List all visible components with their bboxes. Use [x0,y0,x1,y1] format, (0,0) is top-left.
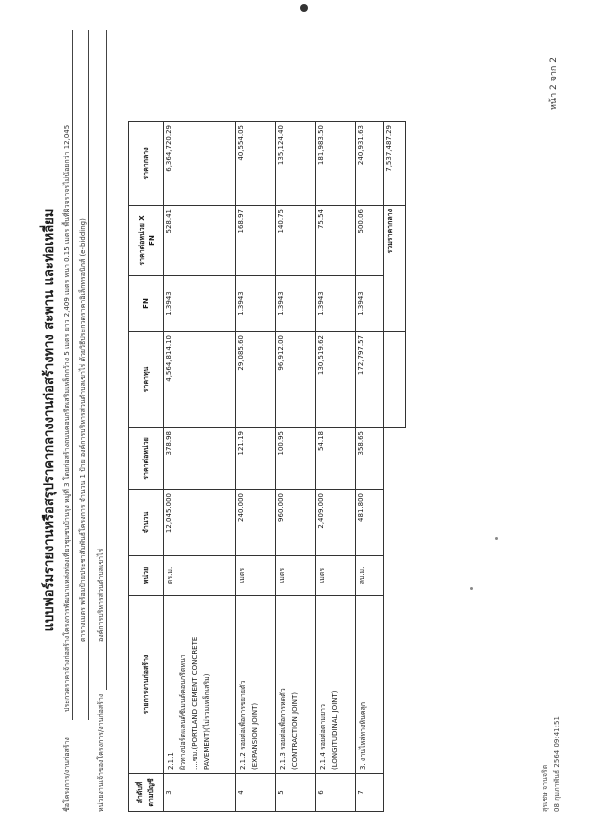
desc-line: (EXPANSION JOINT) [251,702,259,770]
row-no: 7 [356,774,384,812]
row-cost: 29,085.60 [236,332,276,428]
desc-line: ผิวทางปอร์ตแลนด์ซีเมนต์คอนกรีตหนา [179,654,187,770]
table-row [164,122,236,812]
total-row [384,122,406,812]
owner-unit-label: หน่วยงานเจ้าของโครงการ/งานก่อสร้าง [97,693,105,812]
col-header-cost: ราคาทุน [129,332,164,428]
total-value: 7,537,487.29 [384,122,406,206]
project-name: ประกวดราคาจ้างก่อสร้างโครงการพัฒนาแหล่งท่องเที่ยวชุมชนบ้านรุง หมู่ที่ 3 โดยก่อสร้างถนนคอนกรีตเสริมเหล็กกว้าง 5 เมตร ยาว 2,409 เมตร หนา 0.15 เมตร พื้นที่ผิวจราจรไม่น้อยกว่า 12,045 [63,124,71,712]
row-price: 181,983.50 [316,122,356,206]
col-header-unit-fn: ราคาต่อหน่วย X FN [129,206,164,276]
owner-unit-name: องค์การบริหารส่วนตำบลเขาไร่ [97,548,105,642]
row-no: 3 [164,774,236,812]
desc-line: 2.1.1 [167,752,175,770]
table-row [316,122,356,812]
document-title: แบบฟอร์มรายงานหรือสรุปราคากลางงานก่อสร้างทาง สะพาน และท่อเหลี่ยม [42,208,57,632]
row-description [316,596,356,774]
row-quantity: 240.000 [236,490,276,556]
row-fn: 1.3943 [276,276,316,332]
row-unit-fn: 500.06 [356,206,384,276]
row-description [164,596,236,774]
row-unit-cost: 378.98 [164,428,236,490]
table-row [276,122,316,812]
col-header-quantity: จำนวน [129,490,164,556]
row-cost: 172,797.57 [356,332,384,428]
col-header-unit: หน่วย [129,556,164,596]
row-unit: เมตร [316,556,356,596]
underline-project [72,30,73,720]
col-header-no: ลำดับที่ ตามบัญชี [129,774,164,812]
footer-timestamp: 08 กุมภาพันธ์ 2564 09:41:51 [553,716,561,812]
row-description [356,596,384,774]
row-cost: 96,912.00 [276,332,316,428]
row-no: 5 [276,774,316,812]
row-unit-fn: 528.41 [164,206,236,276]
desc-line: 3. งานไหล่ทางหินคลุก [359,701,367,770]
table-header-row [129,122,164,812]
row-no: 4 [236,774,276,812]
punch-hole [300,4,308,12]
footer-name: สุรเชษ จานจริต [541,764,549,812]
desc-line: PAVEMENT)(ไม่รวมเหล็กเสริม) [203,673,211,770]
table-row [356,122,384,812]
row-price: 6,364,720.29 [164,122,236,206]
desc-line: 2.1.4 รอยต่อตามยาว [319,704,327,770]
row-unit-cost: 358.65 [356,428,384,490]
price-table [128,121,406,812]
row-cost: 130,519.62 [316,332,356,428]
desc-line: (LONGITUDINAL JOINT) [331,690,339,770]
row-description [236,596,276,774]
row-fn: 1.3943 [164,276,236,332]
row-fn: 1.3943 [236,276,276,332]
underline-project-2 [88,30,89,720]
row-unit: ตร.ม. [164,556,236,596]
row-price: 240,931.63 [356,122,384,206]
row-fn: 1.3943 [316,276,356,332]
row-unit-fn: 75.54 [316,206,356,276]
row-quantity: 960.000 [276,490,316,556]
speck [470,587,473,590]
row-unit: เมตร [236,556,276,596]
row-quantity: 481.800 [356,490,384,556]
row-unit: เมตร [276,556,316,596]
row-unit-fn: 168.97 [236,206,276,276]
table-row [236,122,276,812]
row-price: 135,124.40 [276,122,316,206]
row-unit-fn: 140.75 [276,206,316,276]
row-fn: 1.3943 [356,276,384,332]
col-header-fn: FN [129,276,164,332]
project-label: ชื่อโครงการ/งานก่อสร้าง [63,737,71,812]
col-header-price: ราคากลาง [129,122,164,206]
desc-line: 2.1.2 รอยต่อเพื่อการขยายตัว [239,680,247,770]
row-unit: ลบ.ม. [356,556,384,596]
col-header-description: รายการงานก่อสร้าง [129,596,164,774]
row-quantity: 12,045.000 [164,490,236,556]
row-no: 6 [316,774,356,812]
row-cost: 4,564,814.10 [164,332,236,428]
underline-unit [106,30,107,690]
desc-line: 2.1.3 รอยต่อเพื่อการหดตัว [279,688,287,770]
row-price: 40,554.05 [236,122,276,206]
col-header-unit-cost: ราคาต่อหน่วย [129,428,164,490]
project-name-continued: ตารางเมตร พร้อมป้ายประชาสัมพันธ์โครงการ จำนวน 1 ป้าย องค์การบริหารส่วนตำบลเขาไร่ ด้วยวิธีประกวดราคาอิเล็กทรอนิกส์ (e-bidding) [79,218,87,642]
page-number: หน้า 2 จาก 2 [549,57,559,110]
desc-line: ....ซม.(PORTLAND CEMENT CONCRETE [191,636,199,770]
row-unit-cost: 100.95 [276,428,316,490]
row-quantity: 2,409.000 [316,490,356,556]
row-unit-cost: 54.18 [316,428,356,490]
row-description [276,596,316,774]
total-label: รวมราคากลาง [384,206,406,332]
row-unit-cost: 121.19 [236,428,276,490]
desc-line: (CONTRACTION JOINT) [291,692,299,770]
speck [495,537,498,540]
